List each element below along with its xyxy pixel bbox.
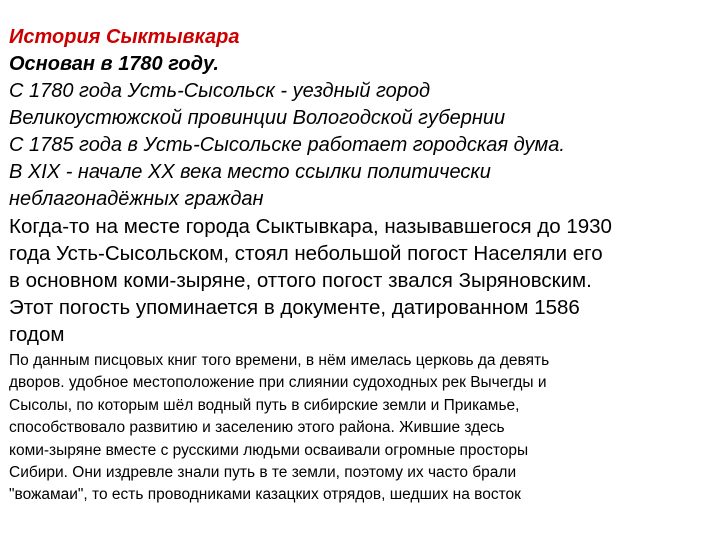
founding-year-heading: Основан в 1780 году. — [9, 53, 219, 75]
city-duma-paragraph: С 1785 года в Усть-Сысольске работает городская дума. — [9, 134, 565, 156]
slide-content — [9, 24, 715, 507]
scribe-books-paragraph: По данным писцовых книг того времени, в нём имелась церковь да девять дворов. удобное местоположение при слиянии судоходных рек Вычегды и Сысолы, по которым шёл водный путь в сибирские земли и Прикамье, способствовало развитию и заселению этого района. Жившие здесь коми-зыряне вместе с русскими людьми осваивали огромные просторы Сибири. Они издревле знали путь в те земли, поэтому их часто брали "вожамаи", то есть проводниками казацких отрядов, шедших на восток — [9, 352, 550, 504]
uezd-town-paragraph: С 1780 года Усть-Сысольск - уездный город Великоустюжской провинции Вологодской губернии — [9, 80, 506, 129]
slide-title: История Сыктывкара — [9, 26, 240, 48]
history-paragraph: Когда-то на месте города Сыктывкара, называвшегося до 1930 года Усть-Сысольском, стоял небольшой погост Населяли его в основном коми-зыряне, оттого погост звался Зыряновским. Этот погость упоминается в документе, датированном 1586 годом — [9, 215, 612, 346]
exile-place-paragraph: В XIX - начале XX века место ссылки политически неблагонадёжных граждан — [9, 161, 491, 210]
